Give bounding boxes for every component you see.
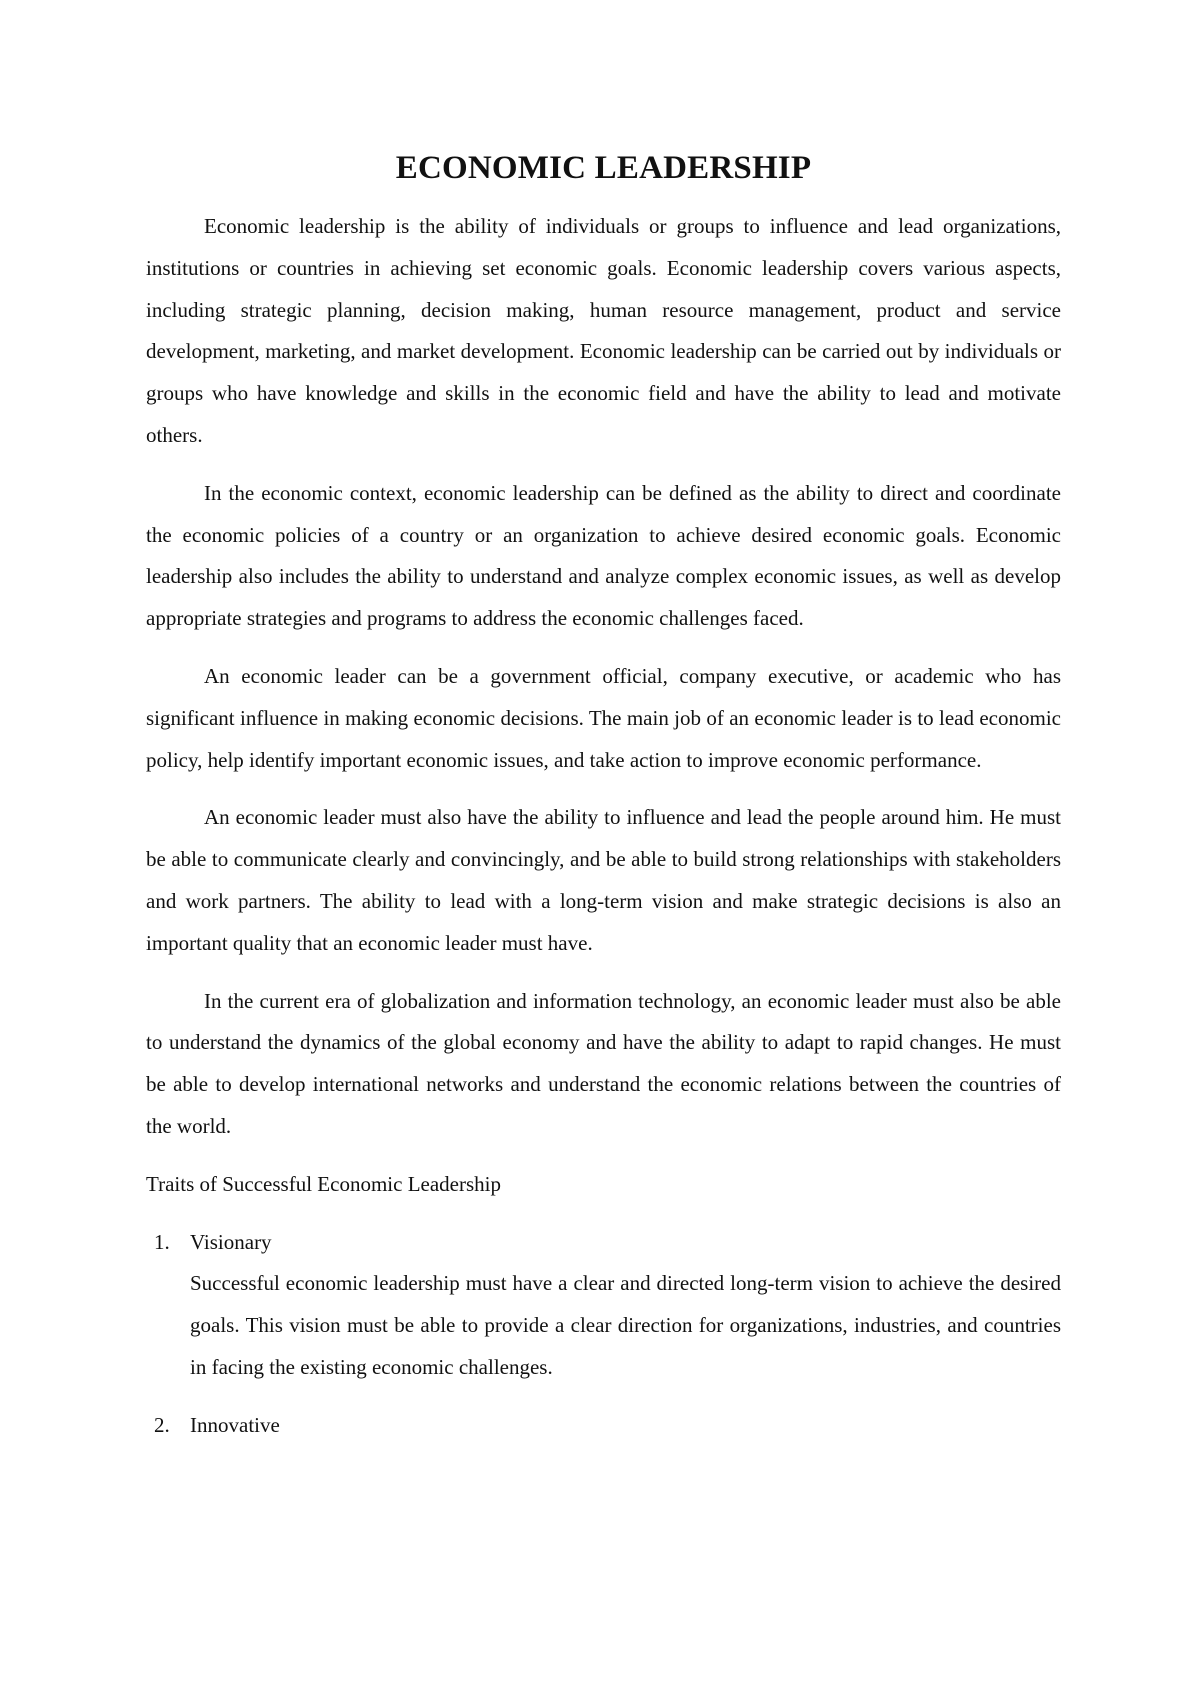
list-item — [146, 1405, 1061, 1447]
trait-name: Innovative — [190, 1412, 280, 1437]
list-item-number: 1. — [154, 1229, 170, 1254]
section-heading-traits: Traits of Successful Economic Leadership — [146, 1171, 501, 1196]
traits-list — [146, 1222, 1061, 1447]
list-item — [146, 1222, 1061, 1389]
document-title: ECONOMIC LEADERSHIP — [395, 150, 812, 186]
trait-description: Successful economic leadership must have a clear and directed long-term vision to achieve the desired goals. This vision must be able to provide a clear direction for organizations, industries, and countries in facing the existing economic challenges. — [190, 1271, 1061, 1379]
paragraph-definition: Economic leadership is the ability of individuals or groups to influence and lead organizations, institutions or countries in achieving set economic goals. Economic leadership covers various aspects, including strategic planning, decision making, human resource management, product and service development, marketing, and market development. Economic leadership can be carried out by individuals or groups who have knowledge and skills in the economic field and have the ability to lead and motivate others. — [146, 214, 1061, 447]
trait-name: Visionary — [190, 1229, 272, 1254]
paragraph-economic-leader: An economic leader can be a government official, company executive, or academic who has significant influence in making economic decisions. The main job of an economic leader is to lead economic policy, help identify important economic issues, and take action to improve economic performance. — [146, 663, 1061, 772]
list-item-number: 2. — [154, 1412, 170, 1437]
document-body — [146, 146, 1061, 1447]
paragraph-influence: An economic leader must also have the ability to influence and lead the people around him. He must be able to communicate clearly and convincingly, and be able to build strong relationships with stakeholders and work partners. The ability to lead with a long-term vision and make strategic decisions is also an important quality that an economic leader must have. — [146, 805, 1061, 955]
paragraph-globalization: In the current era of globalization and information technology, an economic leader must also be able to understand the dynamics of the global economy and have the ability to adapt to rapid changes. He must be able to develop international networks and understand the economic relations between the countries of the world. — [146, 988, 1061, 1138]
paragraph-economic-context: In the economic context, economic leadership can be defined as the ability to direct and coordinate the economic policies of a country or an organization to achieve desired economic goals. Economic leadership also includes the ability to understand and analyze complex economic issues, as well as develop appropriate strategies and programs to address the economic challenges faced. — [146, 480, 1061, 631]
